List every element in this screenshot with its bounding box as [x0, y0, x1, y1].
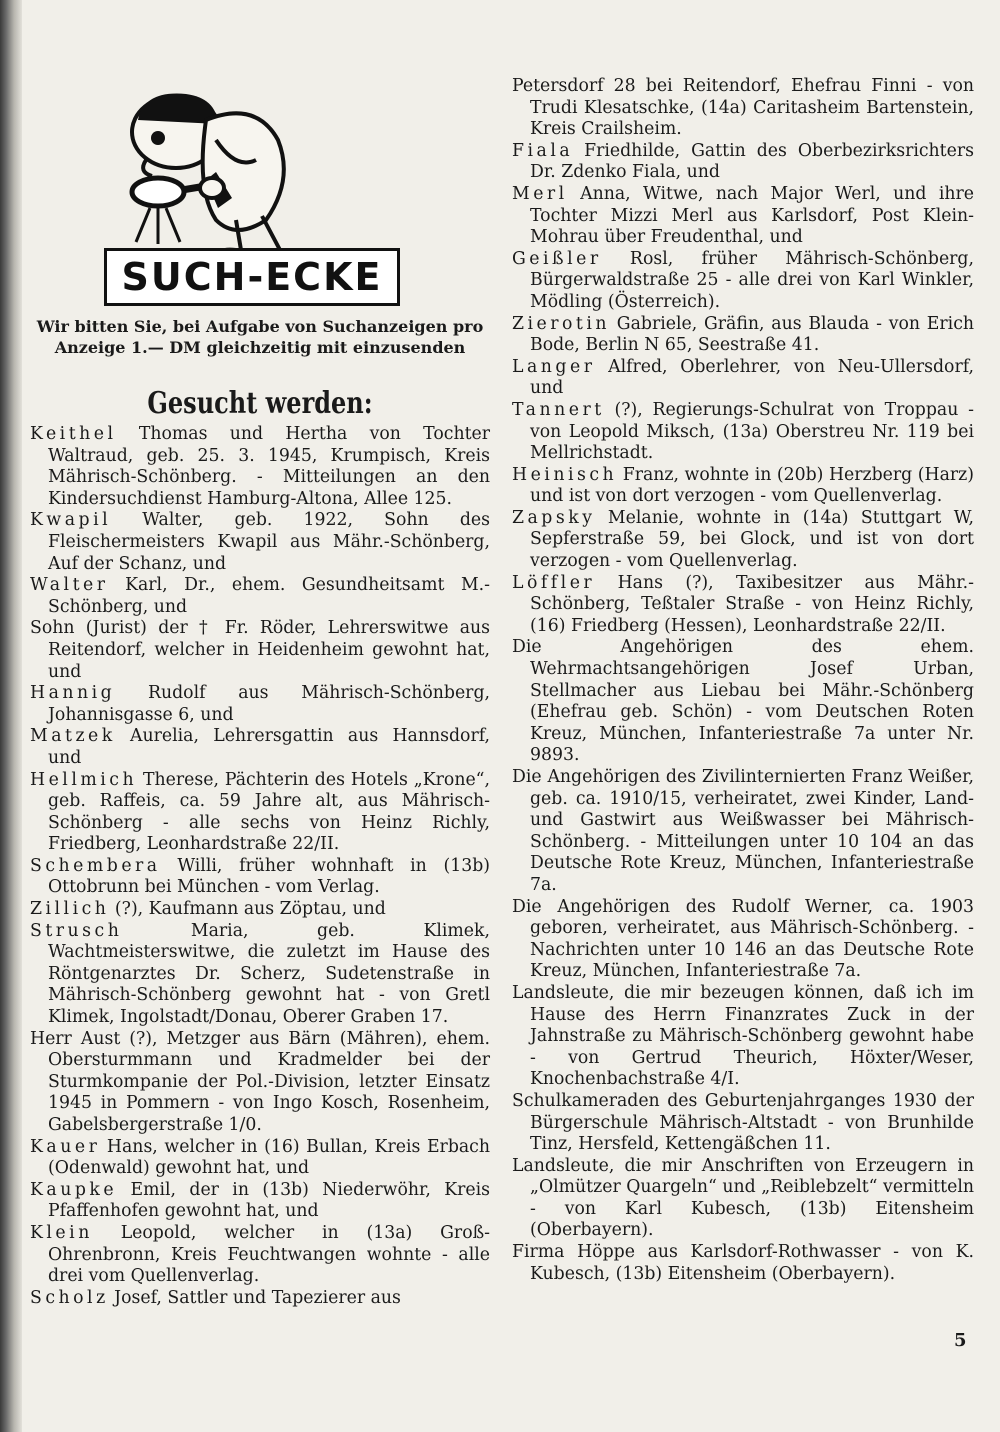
entry-text: Firma Höppe aus Karlsdorf-Rothwasser - von K. Kubesch, (13b) Eitensheim (Oberbayern). [512, 1242, 974, 1284]
search-entry [30, 618, 490, 683]
entry-surname: Scholz [30, 1287, 109, 1308]
entry-text: Franz, wohnte in (20b) Herzberg (Harz) und ist von dort verzogen - vom Quellenverlag. [530, 464, 974, 507]
left-column-entries [30, 424, 490, 1309]
entry-text: Rudolf aus Mährisch-Schönberg, Johannisgasse 6, und [48, 683, 490, 725]
entry-text: Herr Aust (?), Metzger aus Bärn (Mähren), ehem. Obersturmmann und Kradmelder bei der Sturmkompanie der Pol.-Division, letzter Einsatz 1945 in Pommern - von Ingo Kosch, Rosenheim, Gabelsbergerstraße 1/0. [30, 1028, 490, 1135]
entry-text: Maria, geb. Klimek, Wachtmeisterswitwe, die zuletzt im Hause des Röntgenarztes Dr. Scherz, Sudetenstraße in Mährisch-Schönberg gewohnt hat - von Gretl Klimek, Ingolstadt/Donau, Oberer Graben 17. [48, 920, 490, 1028]
search-entry [512, 314, 974, 357]
entry-surname: Fiala [512, 140, 574, 161]
entry-text: (?), Kaufmann aus Zöptau, und [109, 899, 386, 920]
entry-text: Friedhilde, Gattin des Oberbezirksrichters Dr. Zdenko Fiala, und [530, 140, 974, 183]
entry-text: Petersdorf 28 bei Reitendorf, Ehefrau Finni - von Trudi Klesatschke, (14a) Caritasheim Bartenstein, Kreis Crailsheim. [512, 76, 974, 140]
search-entry [512, 1156, 974, 1242]
search-entry [512, 184, 974, 249]
search-entry [512, 983, 974, 1091]
entry-text: Landsleute, die mir bezeugen können, daß ich im Hause des Herrn Finanzrates Zuck in der Jahnstraße zu Mährisch-Schönberg gewohnt habe - von Gertrud Theurich, Höxter/Weser, Knochenbachstraße 4/I. [512, 982, 974, 1090]
entry-surname: Walter [30, 575, 109, 596]
search-entry [30, 921, 490, 1029]
entry-text: Melanie, wohnte in (14a) Stuttgart W, Sepferstraße 59, bei Glock, und ist von dort verzogen - vom Quellenverlag. [530, 507, 974, 572]
entry-surname: Tannert [512, 399, 605, 420]
search-entry [512, 1242, 974, 1285]
entry-text: Schulkameraden des Geburtenjahrganges 1930 der Bürgerschule Mährisch-Altstadt - von Brunhilde Tinz, Hersfeld, Kettengäßchen 11. [512, 1090, 974, 1155]
search-entry [30, 424, 490, 510]
search-entry [512, 1091, 974, 1156]
search-entry [512, 637, 974, 767]
entry-surname: Langer [512, 356, 596, 377]
search-entry [30, 899, 490, 921]
entry-text: Rosl, früher Mährisch-Schönberg, Bürgerwaldstraße 25 - alle drei von Karl Winkler, Mödling (Österreich). [530, 248, 974, 312]
entry-text: Alfred, Oberlehrer, von Neu-Ullersdorf, und [530, 356, 974, 399]
section-heading: Gesucht werden: [147, 386, 373, 421]
entry-surname: Kaupke [30, 1179, 118, 1200]
search-entry [512, 465, 974, 508]
entry-text: Thomas und Hertha von Tochter Waltraud, geb. 25. 3. 1945, Krumpisch, Kreis Mährisch-Schönberg. - Mitteilungen an den Kindersuchdienst Hamburg-Altona, Allee 125. [48, 424, 490, 509]
entry-text: Karl, Dr., ehem. Gesundheitsamt M.-Schönberg, und [48, 575, 490, 617]
search-entry [512, 400, 974, 465]
search-entry [30, 770, 490, 856]
entry-text: Aurelia, Lehrersgattin aus Hannsdorf, und [48, 726, 490, 768]
entry-surname: Kwapil [30, 510, 112, 531]
entry-text: Leopold, welcher in (13a) Groß-Ohrenbronn, Kreis Feuchtwangen wohnte - alle drei vom Quellenverlag. [48, 1222, 490, 1287]
submission-notice: Wir bitten Sie, bei Aufgabe von Suchanzeigen pro Anzeige 1.— DM gleichzeitig mit einzusenden [36, 317, 484, 357]
entry-surname: Zierotin [512, 313, 611, 334]
search-entry [30, 683, 490, 726]
search-entry [30, 1223, 490, 1288]
entry-text: Die Angehörigen des Rudolf Werner, ca. 1903 geboren, verheiratet, aus Mährisch-Schönberg. - Nachrichten unter 10 146 an das Deutsche Rote Kreuz, München, Infanteriestraße 7a. [512, 896, 974, 982]
entry-text: Josef, Sattler und Tapezierer aus [108, 1287, 401, 1308]
entry-surname: Matzek [30, 726, 116, 747]
entry-surname: Löffler [512, 572, 596, 593]
search-entry [30, 856, 490, 899]
search-entry [512, 767, 974, 897]
entry-text: Hans, welcher in (16) Bullan, Kreis Erbach (Odenwald) gewohnt hat, und [48, 1136, 490, 1179]
entry-text: Die Angehörigen des ehem. Wehrmachtsangehörigen Josef Urban, Stellmacher aus Liebau bei Mähr.-Schönberg (Ehefrau geb. Schön) - vom Deutschen Roten Kreuz, München, Infanteriestraße 7a unter Nr. 9893. [512, 637, 974, 766]
search-entry [512, 508, 974, 573]
search-entry [30, 1029, 490, 1137]
entry-text: Emil, der in (13b) Niederwöhr, Kreis Pfaffenhofen gewohnt hat, und [48, 1179, 490, 1222]
entry-text: Die Angehörigen des Zivilinternierten Franz Weißer, geb. ca. 1910/15, verheiratet, zwei Kinder, Land- und Gastwirt aus Weißwasser bei Mährisch-Schönberg. - Mitteilungen unter 10 104 an das Deutsche Rote Kreuz, München, Infanteriestraße 7a. [512, 767, 974, 895]
entry-surname: Keithel [30, 424, 117, 444]
entry-surname: Zapsky [512, 507, 596, 528]
page-binding-edge [0, 0, 22, 1432]
entry-text: Sohn (Jurist) der † Fr. Röder, Lehrerswitwe aus Reitendorf, welcher in Heidenheim gewohnt hat, und [30, 618, 490, 682]
search-entry [512, 249, 974, 314]
page-number: 5 [954, 1330, 967, 1351]
search-entry [512, 897, 974, 983]
search-entry [512, 357, 974, 400]
entry-surname: Geißler [512, 248, 602, 269]
entry-surname: Schembera [30, 855, 161, 876]
entry-surname: Klein [30, 1222, 93, 1243]
search-entry [30, 1180, 490, 1223]
search-entry [30, 726, 490, 769]
search-entry [30, 1137, 490, 1180]
search-entry [512, 573, 974, 638]
such-ecke-banner: SUCH-ECKE [104, 248, 400, 306]
entry-text: Walter, geb. 1922, Sohn des Fleischermeisters Kwapil aus Mähr.-Schönberg, Auf der Schanz, und [48, 510, 490, 574]
search-entry [512, 141, 974, 184]
entry-text: Hans (?), Taxibesitzer aus Mähr.-Schönberg, Teßtaler Straße - von Heinz Richly, (16) Friedberg (Hessen), Leonhardstraße 22/II. [530, 572, 974, 636]
entry-text: Therese, Pächterin des Hotels „Krone“, geb. Raffeis, ca. 59 Jahre alt, aus Mährisch-Schönberg - alle sechs von Heinz Richly, Friedberg, Leonhardstraße 22/II. [48, 769, 490, 855]
right-column-entries [512, 76, 974, 1285]
entry-surname: Hannig [30, 683, 116, 704]
search-entry [30, 575, 490, 618]
search-entry [30, 1288, 490, 1310]
search-entry [30, 510, 490, 575]
entry-text: Anna, Witwe, nach Major Werl, und ihre Tochter Mizzi Merl aus Karlsdorf, Post Klein-Mohrau über Freudenthal, und [530, 183, 974, 248]
search-entry [512, 76, 974, 141]
entry-text: Landsleute, die mir Anschriften von Erzeugern in „Olmützer Quargeln“ und „Reiblebzelt“ vermitteln - von Karl Kubesch, (13b) Eitensheim (Oberbayern). [512, 1155, 974, 1241]
entry-surname: Kauer [30, 1136, 101, 1157]
entry-surname: Heinisch [512, 464, 618, 485]
entry-text: (?), Regierungs-Schulrat von Troppau - von Leopold Miksch, (13a) Oberstreu Nr. 119 bei Mellrichstadt. [530, 399, 974, 464]
entry-surname: Strusch [30, 920, 123, 941]
entry-surname: Hellmich [30, 769, 138, 790]
entry-text: Gabriele, Gräfin, aus Blauda - von Erich Bode, Berlin N 65, Seestraße 41. [530, 313, 974, 356]
entry-surname: Zillich [30, 899, 110, 920]
entry-text: Willi, früher wohnhaft in (13b) Ottobrunn bei München - vom Verlag. [48, 855, 490, 898]
entry-surname: Merl [512, 183, 568, 204]
